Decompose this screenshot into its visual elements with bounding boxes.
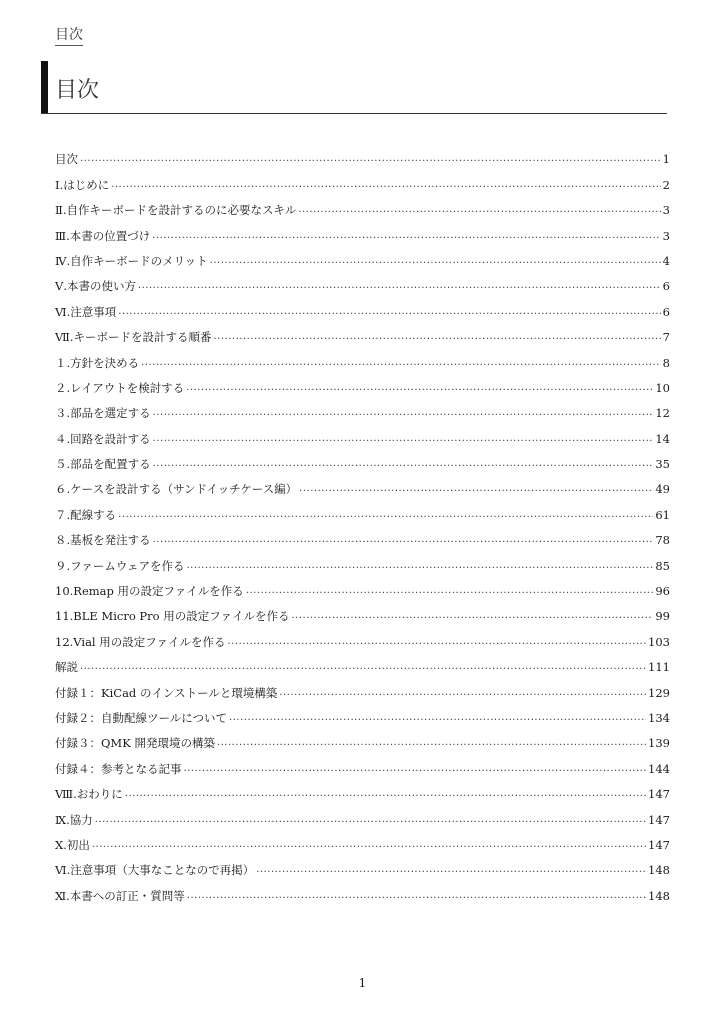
toc-entry[interactable] bbox=[55, 193, 670, 218]
toc-entry-page: 134 bbox=[648, 710, 670, 725]
toc-entry[interactable] bbox=[55, 269, 670, 294]
toc-dot-leader bbox=[138, 278, 661, 294]
toc-entry-page: 111 bbox=[648, 660, 670, 675]
toc-dot-leader bbox=[111, 177, 660, 193]
toc-dot-leader bbox=[152, 228, 660, 244]
toc-entry-label: Ⅸ.協力 bbox=[55, 812, 93, 827]
toc-dot-leader bbox=[187, 888, 646, 904]
toc-entry[interactable] bbox=[55, 447, 670, 472]
toc-entry[interactable] bbox=[55, 371, 670, 396]
title-block bbox=[41, 61, 667, 114]
toc-entry-label: ３.部品を選定する bbox=[55, 406, 151, 421]
running-header: 目次 bbox=[55, 24, 83, 46]
toc-entry-page: 1 bbox=[662, 152, 670, 167]
toc-entry-label: １.方針を決める bbox=[55, 355, 140, 370]
toc-dot-leader bbox=[210, 253, 661, 269]
toc-entry-page: 3 bbox=[662, 203, 670, 218]
toc-entry[interactable] bbox=[55, 675, 670, 700]
toc-entry-label: Ⅴ.本書の使い方 bbox=[55, 279, 136, 294]
toc-dot-leader bbox=[153, 431, 654, 447]
toc-dot-leader bbox=[256, 862, 646, 878]
toc-dot-leader bbox=[141, 355, 661, 371]
toc-entry-page: 3 bbox=[662, 228, 670, 243]
toc-entry[interactable] bbox=[55, 218, 670, 243]
toc-entry-label: Ⅳ.自作キーボードのメリット bbox=[55, 253, 208, 268]
toc-entry-label: ７.配線する bbox=[55, 507, 117, 522]
toc-entry[interactable] bbox=[55, 497, 670, 522]
toc-entry-page: 85 bbox=[655, 558, 670, 573]
toc-entry-page: 147 bbox=[648, 812, 670, 827]
toc-dot-leader bbox=[186, 380, 653, 396]
toc-entry-label: Ⅷ.おわりに bbox=[55, 787, 123, 802]
toc-dot-leader bbox=[299, 481, 653, 497]
toc-entry-page: 14 bbox=[655, 431, 670, 446]
toc-entry-label: Ⅲ.本書の位置づけ bbox=[55, 228, 151, 243]
toc-entry-page: 96 bbox=[655, 584, 670, 599]
toc-dot-leader bbox=[153, 532, 654, 548]
toc-entry-page: 4 bbox=[662, 253, 670, 268]
toc-entry[interactable] bbox=[55, 878, 670, 903]
toc-dot-leader bbox=[214, 329, 661, 345]
toc-entry[interactable] bbox=[55, 421, 670, 446]
toc-entry[interactable] bbox=[55, 701, 670, 726]
toc-entry-page: 6 bbox=[662, 304, 670, 319]
toc-entry-page: 12 bbox=[655, 406, 670, 421]
toc-entry[interactable] bbox=[55, 574, 670, 599]
toc-entry-label: ５.部品を配置する bbox=[55, 457, 151, 472]
toc-entry-label: 解説 bbox=[55, 660, 78, 675]
toc-entry[interactable] bbox=[55, 751, 670, 776]
toc-entry-label: 付録２：自動配線ツールについて bbox=[55, 710, 228, 725]
toc-dot-leader bbox=[186, 558, 653, 574]
toc-entry-page: 35 bbox=[655, 457, 670, 472]
toc-entry-page: 49 bbox=[655, 482, 670, 497]
toc-entry-page: 144 bbox=[648, 761, 670, 776]
toc-dot-leader bbox=[92, 837, 646, 853]
toc-entry-label: 11.BLE Micro Pro 用の設定ファイルを作る bbox=[55, 609, 290, 624]
toc-dot-leader bbox=[153, 456, 654, 472]
toc-entry[interactable] bbox=[55, 548, 670, 573]
toc-entry[interactable] bbox=[55, 244, 670, 269]
toc-dot-leader bbox=[184, 761, 647, 777]
toc-entry[interactable] bbox=[55, 726, 670, 751]
toc-entry-page: 129 bbox=[648, 685, 670, 700]
toc-entry-label: 10.Remap 用の設定ファイルを作る bbox=[55, 584, 244, 599]
toc-entry-label: 付録１：KiCad のインストールと環境構築 bbox=[55, 685, 278, 700]
toc-entry[interactable] bbox=[55, 802, 670, 827]
toc-dot-leader bbox=[217, 735, 646, 751]
toc-dot-leader bbox=[118, 304, 660, 320]
toc-entry[interactable] bbox=[55, 345, 670, 370]
toc-entry-label: ９.ファームウェアを作る bbox=[55, 558, 185, 573]
toc-entry[interactable] bbox=[55, 853, 670, 878]
toc-dot-leader bbox=[246, 583, 654, 599]
toc-entry-label: Ⅺ.本書への訂正・質問等 bbox=[55, 888, 185, 903]
toc-entry-page: 148 bbox=[648, 888, 670, 903]
toc-entry-page: 2 bbox=[662, 177, 670, 192]
toc-entry-page: 99 bbox=[655, 609, 670, 624]
toc-entry-page: 10 bbox=[655, 380, 670, 395]
toc-entry[interactable] bbox=[55, 828, 670, 853]
toc-entry[interactable] bbox=[55, 294, 670, 319]
toc-entry-label: 付録４：参考となる記事 bbox=[55, 761, 182, 776]
toc-entry-page: 139 bbox=[648, 736, 670, 751]
toc-entry-label: Ⅶ.キーボードを設計する順番 bbox=[55, 330, 212, 345]
toc-entry[interactable] bbox=[55, 624, 670, 649]
toc-entry[interactable] bbox=[55, 320, 670, 345]
toc-entry-label: ２.レイアウトを検討する bbox=[55, 380, 185, 395]
toc-dot-leader bbox=[298, 202, 660, 218]
toc-entry[interactable] bbox=[55, 167, 670, 192]
toc-entry-page: 7 bbox=[662, 330, 670, 345]
toc-entry-label: Ⅱ.自作キーボードを設計するのに必要なスキル bbox=[55, 203, 297, 218]
toc-entry-label: 12.Vial 用の設定ファイルを作る bbox=[55, 634, 226, 649]
toc-entry-label: 付録３：QMK 開発環境の構築 bbox=[55, 736, 215, 751]
toc-entry-label: Ⅰ.はじめに bbox=[55, 177, 110, 192]
table-of-contents bbox=[55, 142, 670, 904]
toc-entry[interactable] bbox=[55, 142, 670, 167]
toc-dot-leader bbox=[125, 786, 646, 802]
toc-entry[interactable] bbox=[55, 472, 670, 497]
toc-dot-leader bbox=[80, 151, 661, 167]
toc-dot-leader bbox=[80, 659, 646, 675]
toc-dot-leader bbox=[291, 608, 653, 624]
toc-entry-page: 147 bbox=[648, 787, 670, 802]
toc-dot-leader bbox=[118, 507, 653, 523]
toc-entry-label: Ⅵ.注意事項 bbox=[55, 304, 117, 319]
toc-entry[interactable] bbox=[55, 650, 670, 675]
page-title: 目次 bbox=[55, 78, 100, 103]
toc-dot-leader bbox=[228, 634, 647, 650]
toc-entry-label: ４.回路を設計する bbox=[55, 431, 151, 446]
toc-entry[interactable] bbox=[55, 523, 670, 548]
toc-entry[interactable] bbox=[55, 396, 670, 421]
toc-entry-page: 61 bbox=[655, 507, 670, 522]
toc-entry-page: 103 bbox=[648, 634, 670, 649]
toc-entry-label: Ⅹ.初出 bbox=[55, 837, 90, 852]
toc-entry-page: 147 bbox=[648, 837, 670, 852]
toc-dot-leader bbox=[153, 405, 654, 421]
toc-entry[interactable] bbox=[55, 777, 670, 802]
toc-dot-leader bbox=[95, 812, 646, 828]
toc-dot-leader bbox=[279, 685, 646, 701]
toc-entry[interactable] bbox=[55, 599, 670, 624]
toc-dot-leader bbox=[229, 710, 646, 726]
title-accent-bar bbox=[41, 61, 48, 113]
page-number: 1 bbox=[358, 976, 367, 990]
toc-entry-page: 148 bbox=[648, 863, 670, 878]
toc-entry-label: 目次 bbox=[55, 152, 78, 167]
toc-entry-page: 8 bbox=[662, 355, 670, 370]
toc-entry-label: Ⅵ.注意事項（大事なことなので再掲） bbox=[55, 863, 255, 878]
toc-entry-label: ６.ケースを設計する（サンドイッチケース編） bbox=[55, 482, 298, 497]
toc-entry-label: ８.基板を発注する bbox=[55, 533, 151, 548]
toc-entry-page: 78 bbox=[655, 533, 670, 548]
toc-entry-page: 6 bbox=[662, 279, 670, 294]
